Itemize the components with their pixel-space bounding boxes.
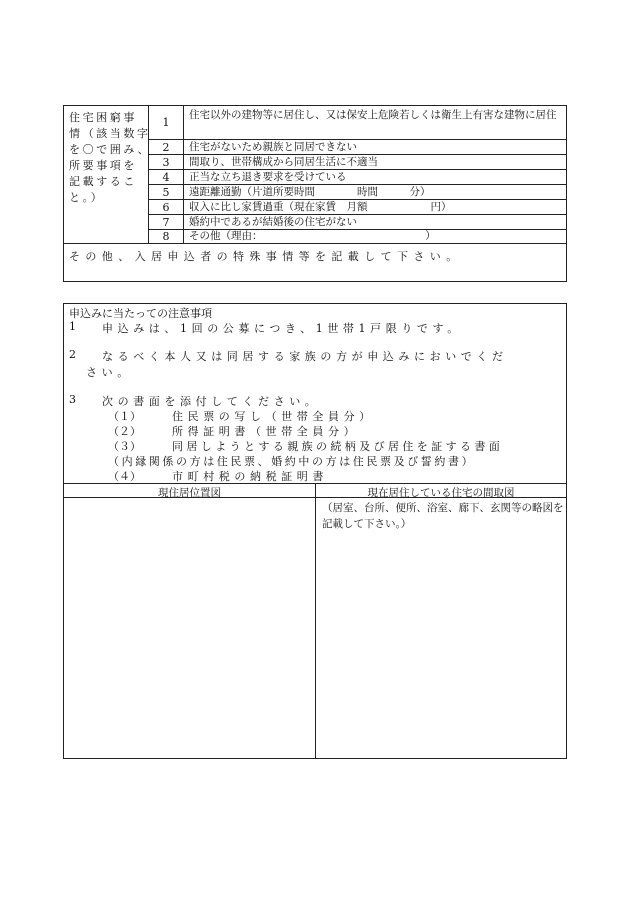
- doc-1-text: 住民票の写し（世帯全員分）: [172, 410, 375, 423]
- hardship-item[interactable]: [149, 215, 566, 230]
- notice-2-text-cont: さい。: [86, 366, 133, 379]
- floor-plan-header: 現在居住している住宅の間取図: [367, 487, 515, 499]
- item-number: 1: [149, 106, 184, 139]
- item-number: 5: [149, 185, 184, 199]
- doc-1-number: （１）: [108, 410, 141, 423]
- floor-plan-area[interactable]: [316, 498, 566, 758]
- item-text: 婚約中であるが結婚後の住宅がない: [189, 215, 357, 228]
- doc-4-text: 市町村税の納税証明書: [172, 470, 328, 483]
- item-number: 6: [149, 200, 184, 214]
- floor-plan-hint: （居室、台所、便所、浴室、廊下、玄関等の略図を記載して下さい。）: [322, 502, 564, 530]
- item-number: 7: [149, 215, 184, 229]
- notices-section: [63, 303, 567, 759]
- hardship-item[interactable]: [149, 155, 566, 170]
- hardship-header: 住宅困窮事 情（該当数字 を〇で囲み、 所要事項を 記載するこ と。）: [64, 106, 149, 243]
- item-number: 2: [149, 140, 184, 154]
- doc-3-number: （３）: [108, 440, 141, 453]
- notices-title: 申込みに当たっての注意事項: [69, 307, 212, 320]
- hardship-item[interactable]: [149, 106, 566, 140]
- item-text: 住宅がないため親族と同居できない: [189, 140, 357, 153]
- hardship-item[interactable]: [149, 200, 566, 215]
- hardship-item[interactable]: [149, 230, 566, 243]
- item-text: 遠距離通勤（片道所要時間 時間 分）: [189, 185, 431, 198]
- doc-3-extra-text: （内縁関係の方は住民票、婚約中の方は住民票及び誓約書）: [108, 455, 476, 468]
- item-text: 間取り、世帯構成から同居生活に不適当: [189, 155, 378, 168]
- item-text: 正当な立ち退き要求を受けている: [189, 170, 347, 183]
- location-map-area[interactable]: [64, 498, 314, 758]
- notice-1-text: 申込みは、1回の公募につき、1世帯1戸限りです。: [102, 322, 463, 335]
- item-text: その他（理由： ）: [189, 230, 436, 242]
- item-number: 3: [149, 155, 184, 169]
- notice-3-number: 3: [69, 393, 76, 406]
- item-text: 収入に比し家賃過重（現在家賃 月額 円）: [189, 200, 452, 213]
- hardship-item[interactable]: [149, 185, 566, 200]
- doc-3-text: 同居しようとする親族の続柄及び居住を証する書面: [172, 440, 504, 453]
- doc-2-number: （２）: [108, 425, 141, 438]
- notice-1-number: 1: [69, 320, 76, 333]
- item-text: 住宅以外の建物等に居住し、又は保安上危険若しくは衛生上有害な建物に居住: [189, 109, 557, 121]
- doc-4-number: （４）: [108, 470, 141, 483]
- hardship-item[interactable]: [149, 140, 566, 155]
- item-number: 8: [149, 230, 184, 243]
- hardship-item[interactable]: [149, 170, 566, 185]
- notice-2-text: なるべく本人又は同居する家族の方が申込みにおいでくだ: [102, 350, 508, 363]
- notice-3-text: 次の書面を添付してください。: [102, 395, 321, 408]
- item-number: 4: [149, 170, 184, 184]
- hardship-section: [63, 105, 567, 282]
- notice-2-number: 2: [69, 348, 76, 361]
- location-map-header: 現住居位置図: [158, 487, 221, 499]
- hardship-items: [149, 106, 566, 243]
- section-divider: [64, 243, 566, 244]
- special-circumstances-label: その他、入居申込者の特殊事情等を記載して下さい。: [69, 250, 463, 263]
- doc-2-text: 所得証明書（世帯全員分）: [172, 425, 360, 438]
